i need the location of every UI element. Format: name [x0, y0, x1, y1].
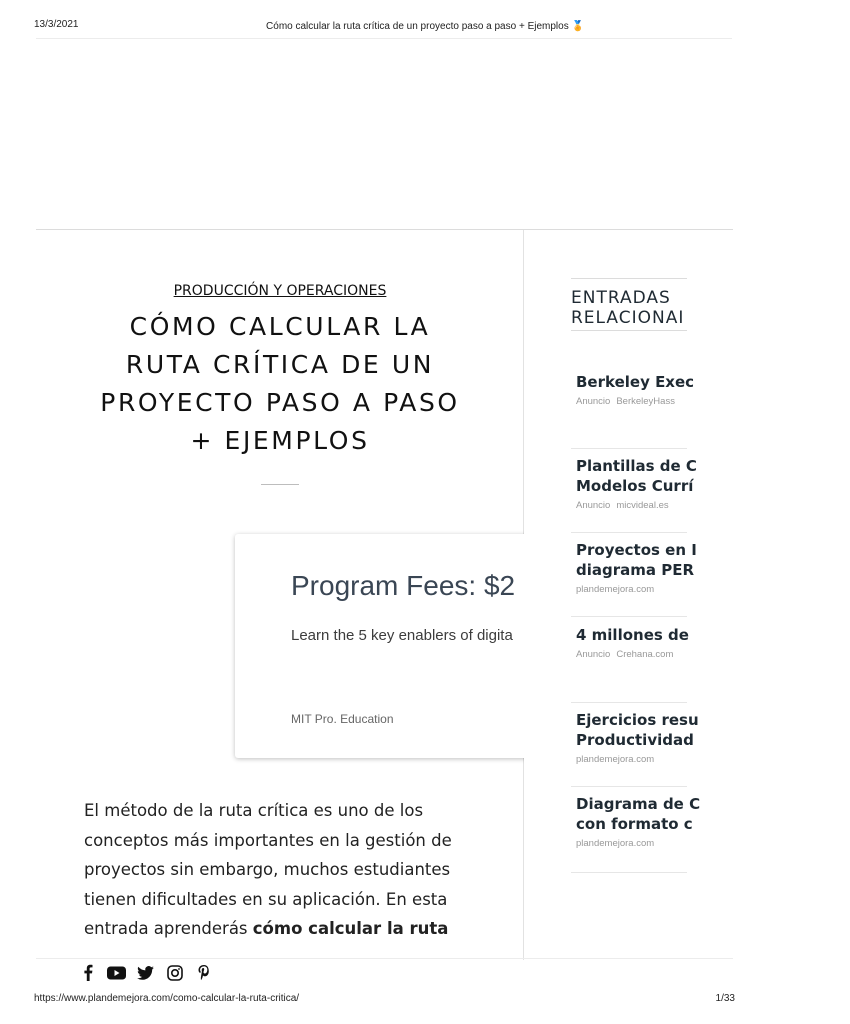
- related-post[interactable]: [576, 710, 699, 765]
- facebook-icon[interactable]: [78, 963, 97, 982]
- related-post-title[interactable]: Plantillas de C Modelos Currí: [576, 457, 697, 495]
- category-link[interactable]: PRODUCCIÓN Y OPERACIONES: [173, 283, 387, 299]
- ad-label: Anuncio: [576, 649, 611, 660]
- related-post-meta: [576, 584, 696, 595]
- social-share-bar: [78, 963, 213, 982]
- youtube-icon[interactable]: [107, 963, 126, 982]
- related-post[interactable]: [576, 794, 701, 849]
- ad-source: MIT Pro. Education: [291, 712, 394, 726]
- ad-headline[interactable]: Program Fees: $2: [291, 570, 516, 601]
- related-post-source: plandemejora.com: [576, 584, 655, 595]
- title-line: CÓMO CALCULAR LA: [129, 312, 431, 341]
- post-title: [70, 308, 490, 460]
- related-post-meta: [576, 500, 696, 511]
- related-post[interactable]: [576, 540, 696, 595]
- related-post-source: micvideal.es: [616, 500, 669, 511]
- related-post-source: Crehana.com: [616, 649, 674, 660]
- print-date: 13/3/2021: [34, 19, 79, 30]
- related-post-title[interactable]: Ejercicios resu Productividad: [576, 711, 699, 749]
- ad-label: Anuncio: [576, 500, 611, 511]
- instagram-icon[interactable]: [165, 963, 184, 982]
- sidebar-heading-rule: [571, 278, 687, 279]
- related-post-meta: [576, 754, 696, 765]
- ad-label: Anuncio: [576, 396, 611, 407]
- ad-card[interactable]: [235, 534, 535, 758]
- header-divider: [36, 38, 732, 39]
- related-post-title[interactable]: 4 millones de: [576, 626, 689, 644]
- article-intro: [84, 796, 464, 944]
- print-url: https://www.plandemejora.com/como-calcular-la-ruta-critica/: [34, 993, 300, 1004]
- print-header: [0, 0, 768, 40]
- title-line: + EJEMPLOS: [190, 426, 370, 455]
- title-line: RUTA CRÍTICA DE UN: [125, 350, 435, 379]
- related-post[interactable]: [576, 625, 696, 660]
- related-post-title[interactable]: Diagrama de C con formato c: [576, 795, 701, 833]
- print-page-number: 1/33: [715, 993, 735, 1004]
- pinterest-icon[interactable]: [194, 963, 213, 982]
- title-line: PROYECTO PASO A PASO: [100, 388, 460, 417]
- related-post-meta: [576, 649, 696, 660]
- related-post[interactable]: [576, 456, 696, 511]
- related-posts-sidebar: [571, 278, 701, 898]
- print-page-title: Cómo calcular la ruta crítica de un proyecto paso a paso + Ejemplos 🏅: [266, 21, 584, 32]
- intro-bold: cómo calcular la ruta: [252, 919, 449, 938]
- sidebar-heading-rule: [571, 330, 687, 331]
- related-post-meta: [576, 396, 696, 407]
- title-separator: [261, 484, 299, 485]
- sidebar-heading: ENTRADAS RELACIONAI: [571, 288, 685, 328]
- related-post-meta: [576, 838, 696, 849]
- related-post-source: BerkeleyHass: [616, 396, 675, 407]
- related-post-title[interactable]: Berkeley Exec: [576, 373, 695, 391]
- ad-description: Learn the 5 key enablers of digita: [291, 627, 513, 644]
- related-post-source: plandemejora.com: [576, 838, 655, 849]
- intro-text: El método de la ruta crítica es uno de los conceptos más importantes en la gestión de proyectos sin embargo, muchos estudiantes tienen dificultades en su aplicación. En esta entrada aprenderás: [84, 801, 452, 938]
- related-post-title[interactable]: Proyectos en I diagrama PER: [576, 541, 697, 579]
- related-post-source: plandemejora.com: [576, 754, 655, 765]
- content-top-divider: [36, 229, 733, 230]
- print-footer: [0, 990, 768, 1010]
- twitter-icon[interactable]: [136, 963, 155, 982]
- related-post[interactable]: [576, 372, 696, 407]
- share-bar-divider: [36, 958, 733, 959]
